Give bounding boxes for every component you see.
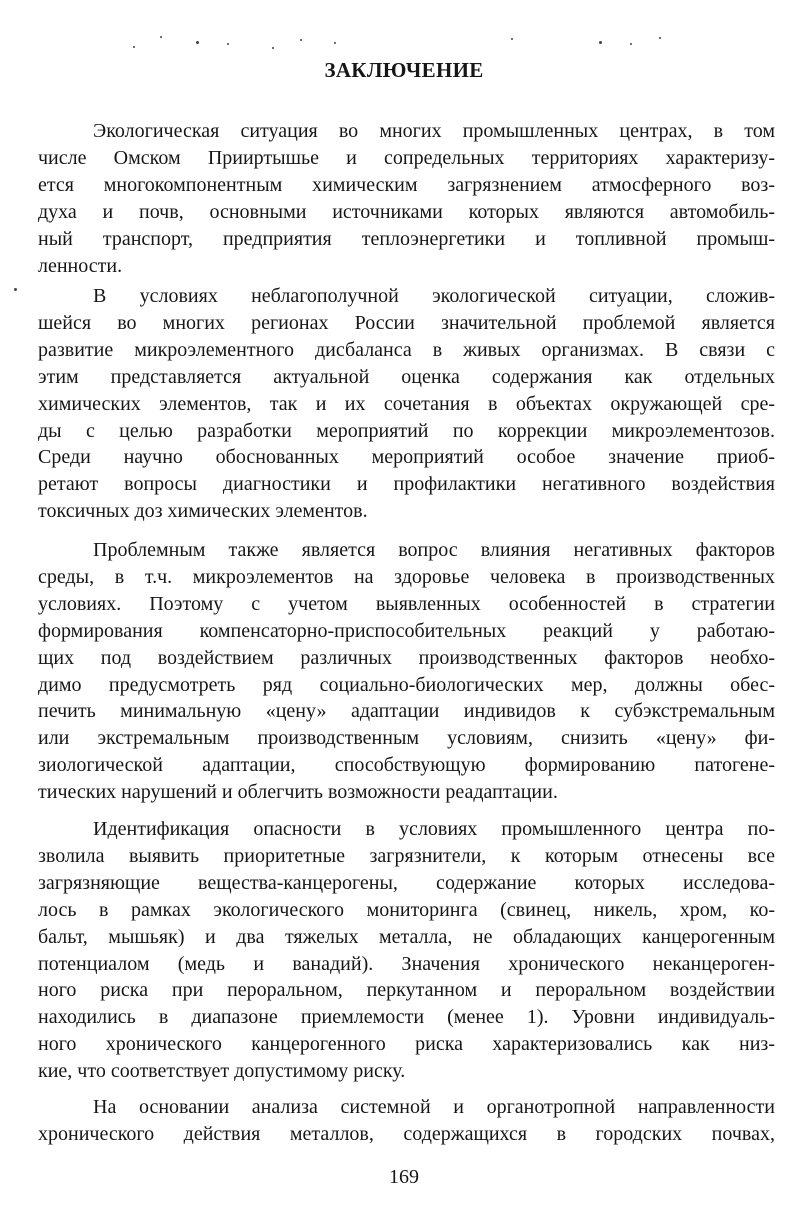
text-line: ретают вопросы диагностики и профилактики негативного воздействия — [38, 473, 775, 496]
page-title: ЗАКЛЮЧЕНИЕ — [324, 58, 484, 82]
scan-speck — [511, 38, 513, 40]
scan-speck — [14, 288, 17, 291]
scan-speck — [659, 37, 661, 39]
scan-speck — [630, 43, 632, 45]
text-line: находились в диапазоне приемлемости (менее 1). Уровни индивидуаль- — [38, 1006, 775, 1029]
scan-speck — [227, 43, 229, 45]
text-line: развитие микроэлементного дисбаланса в живых организмах. В связи с — [38, 338, 775, 361]
text-line: этим представляется актуальной оценка содержания как отдельных — [38, 365, 775, 388]
text-line: ный транспорт, предприятия теплоэнергетики и топливной промыш- — [38, 227, 775, 250]
page-number: 169 — [389, 1166, 419, 1188]
text-line: химических элементов, так и их сочетания в объектах окружающей сре- — [38, 392, 775, 415]
text-line: потенциалом (медь и ванадий). Значения хронического неканцероген- — [38, 952, 775, 975]
text-line: среды, в т.ч. микроэлементов на здоровье человека в производственных — [38, 565, 775, 588]
text-line: ленности. — [38, 254, 123, 277]
text-line: Экологическая ситуация во многих промышленных центрах, в том — [93, 120, 775, 142]
text-line: или экстремальным производственным условиям, снизить «цену» фи- — [38, 727, 775, 750]
scan-speck — [196, 41, 199, 44]
text-line: кие, что соответствует допустимому риску. — [38, 1060, 406, 1083]
text-line: печить минимальную «цену» адаптации индивидов к субэкстремальным — [38, 700, 775, 723]
text-line: ного риска при пероральном, перкутанном и пероральном воздействии — [38, 979, 775, 1002]
text-line: ды с целью разработки мероприятий по коррекции микроэлементозов. — [38, 419, 775, 442]
scan-speck — [334, 42, 336, 44]
text-line: лось в рамках экологического мониторинга (свинец, никель, хром, ко- — [38, 898, 775, 921]
text-line: димо предусмотреть ряд социально-биологических мер, должны обес- — [38, 673, 775, 696]
scan-speck — [599, 41, 602, 44]
scan-speck — [272, 47, 274, 49]
text-line: числе Омском Прииртышье и сопредельных территориях характеризу- — [38, 146, 775, 169]
scan-speck — [160, 36, 162, 38]
text-line: условиях. Поэтому с учетом выявленных особенностей в стратегии — [38, 592, 775, 615]
text-line: духа и почв, основными источниками которых являются автомобиль- — [38, 200, 775, 223]
text-line: ется многокомпонентным химическим загрязнением атмосферного воз- — [38, 173, 775, 196]
text-line: Проблемным также является вопрос влияния негативных факторов — [93, 539, 775, 561]
text-line: Идентификация опасности в условиях промышленного центра по- — [93, 818, 775, 840]
text-line: зволила выявить приоритетные загрязнители, к которым отнесены все — [38, 844, 775, 867]
text-line: хронического действия металлов, содержащихся в городских почвах, — [38, 1122, 775, 1145]
text-line: В условиях неблагополучной экологической ситуации, сложив- — [93, 285, 775, 307]
text-line: зиологической адаптации, способствующую формированию патогене- — [38, 754, 775, 777]
scan-speck — [133, 46, 135, 48]
text-line: формирования компенсаторно-приспособительных реакций у работаю- — [38, 619, 775, 642]
text-line: щих под воздействием различных производственных факторов необхо- — [38, 646, 775, 669]
text-line: шейся во многих регионах России значительной проблемой является — [38, 311, 775, 334]
text-line: тических нарушений и облегчить возможности реадаптации. — [38, 781, 558, 804]
text-line: бальт, мышьяк) и два тяжелых металла, не обладающих канцерогенным — [38, 925, 775, 948]
text-line: Среди научно обоснованных мероприятий особое значение приоб- — [38, 446, 775, 469]
text-line: ного хронического канцерогенного риска характеризовались как низ- — [38, 1033, 775, 1056]
text-line: загрязняющие вещества-канцерогены, содержание которых исследова- — [38, 871, 775, 894]
text-line: токсичных доз химических элементов. — [38, 500, 368, 523]
text-line: На основании анализа системной и органотропной направленности — [93, 1096, 775, 1118]
scan-speck — [300, 39, 302, 41]
